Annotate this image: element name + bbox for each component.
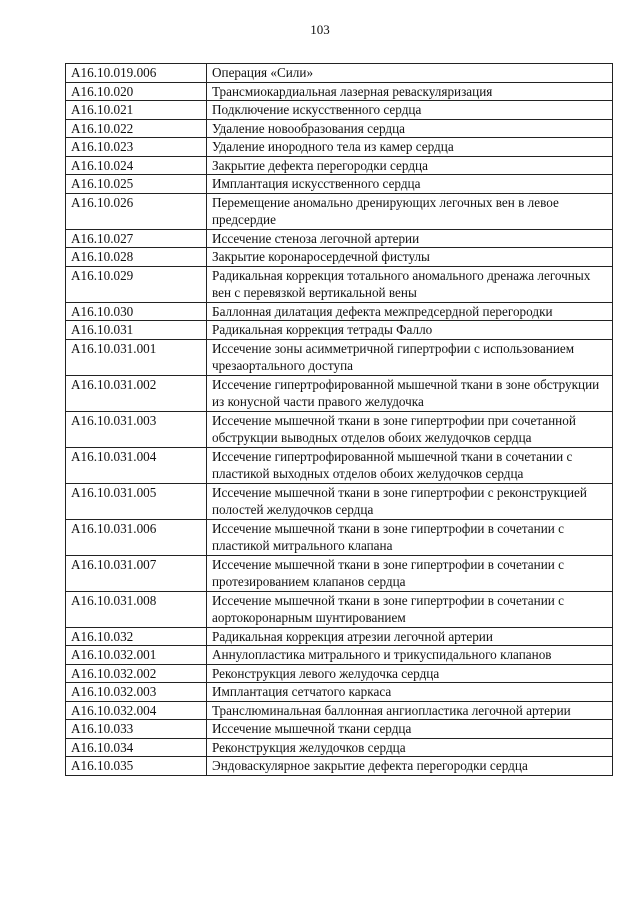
procedure-name: Трансмиокардиальная лазерная реваскуляризация [207, 82, 613, 101]
table-row [66, 591, 613, 627]
procedure-code: A16.10.032.001 [66, 646, 207, 665]
procedure-name: Иссечение стеноза легочной артерии [207, 229, 613, 248]
procedure-name: Иссечение мышечной ткани сердца [207, 720, 613, 739]
procedure-codes-table [65, 63, 613, 776]
procedure-name: Иссечение мышечной ткани в зоне гипертрофии в сочетании с протезированием клапанов сердца [207, 555, 613, 591]
procedure-code: A16.10.031 [66, 321, 207, 340]
table-row [66, 321, 613, 340]
procedure-code: A16.10.031.008 [66, 591, 207, 627]
table-row [66, 757, 613, 776]
procedure-name: Имплантация сетчатого каркаса [207, 683, 613, 702]
procedure-code: A16.10.025 [66, 175, 207, 194]
procedure-code: A16.10.031.005 [66, 483, 207, 519]
table-row [66, 720, 613, 739]
procedure-code: A16.10.030 [66, 302, 207, 321]
procedure-code: A16.10.035 [66, 757, 207, 776]
table-row [66, 119, 613, 138]
table-row [66, 156, 613, 175]
procedure-code: A16.10.031.007 [66, 555, 207, 591]
table-row [66, 375, 613, 411]
procedure-name: Радикальная коррекция атрезии легочной артерии [207, 627, 613, 646]
procedure-code: A16.10.021 [66, 101, 207, 120]
table-row [66, 339, 613, 375]
procedure-name: Аннулопластика митрального и трикуспидального клапанов [207, 646, 613, 665]
procedure-name: Закрытие дефекта перегородки сердца [207, 156, 613, 175]
procedure-code: A16.10.029 [66, 266, 207, 302]
procedure-name: Операция «Сили» [207, 64, 613, 83]
table-row [66, 519, 613, 555]
procedure-code: A16.10.031.002 [66, 375, 207, 411]
procedure-name: Иссечение гипертрофированной мышечной ткани в зоне обструкции из конусной части правого желудочка [207, 375, 613, 411]
table-row [66, 82, 613, 101]
procedure-code: A16.10.031.006 [66, 519, 207, 555]
procedure-name: Перемещение аномально дренирующих легочных вен в левое предсердие [207, 193, 613, 229]
table-row [66, 627, 613, 646]
table-row [66, 175, 613, 194]
page-number: 103 [310, 22, 330, 37]
procedure-code: A16.10.034 [66, 738, 207, 757]
procedure-name: Реконструкция левого желудочка сердца [207, 664, 613, 683]
procedure-name: Подключение искусственного сердца [207, 101, 613, 120]
table-row [66, 555, 613, 591]
table-body [66, 64, 613, 776]
procedure-code: A16.10.032 [66, 627, 207, 646]
procedure-name: Иссечение зоны асимметричной гипертрофии с использованием чрезаортального доступа [207, 339, 613, 375]
procedure-code: A16.10.019.006 [66, 64, 207, 83]
table-row [66, 193, 613, 229]
procedure-name: Иссечение мышечной ткани в зоне гипертрофии в сочетании с аортокоронарным шунтированием [207, 591, 613, 627]
procedure-name: Иссечение мышечной ткани в зоне гипертрофии при сочетанной обструкции выводных отделов обоих желудочков сердца [207, 411, 613, 447]
table-row [66, 447, 613, 483]
procedure-name: Имплантация искусственного сердца [207, 175, 613, 194]
table-row [66, 138, 613, 157]
procedure-code: A16.10.024 [66, 156, 207, 175]
procedure-code: A16.10.031.001 [66, 339, 207, 375]
table-row [66, 411, 613, 447]
procedure-name: Удаление новообразования сердца [207, 119, 613, 138]
procedure-code: A16.10.023 [66, 138, 207, 157]
procedure-name: Эндоваскулярное закрытие дефекта перегородки сердца [207, 757, 613, 776]
procedure-name: Баллонная дилатация дефекта межпредсердной перегородки [207, 302, 613, 321]
table-row [66, 683, 613, 702]
table-row [66, 302, 613, 321]
procedure-name: Реконструкция желудочков сердца [207, 738, 613, 757]
table-row [66, 266, 613, 302]
procedure-name: Закрытие коронаросердечной фистулы [207, 248, 613, 267]
table-row [66, 664, 613, 683]
table-row [66, 646, 613, 665]
procedure-name: Иссечение мышечной ткани в зоне гипертрофии в сочетании с пластикой митрального клапана [207, 519, 613, 555]
procedure-code: A16.10.020 [66, 82, 207, 101]
procedure-code: A16.10.033 [66, 720, 207, 739]
procedure-name: Иссечение мышечной ткани в зоне гипертрофии с реконструкцией полостей желудочков сердца [207, 483, 613, 519]
table-row [66, 64, 613, 83]
table-row [66, 101, 613, 120]
procedure-name: Транслюминальная баллонная ангиопластика легочной артерии [207, 701, 613, 720]
table-row [66, 701, 613, 720]
procedure-code: A16.10.032.004 [66, 701, 207, 720]
procedure-code: A16.10.031.003 [66, 411, 207, 447]
procedure-code: A16.10.031.004 [66, 447, 207, 483]
procedure-code: A16.10.026 [66, 193, 207, 229]
table-row [66, 738, 613, 757]
procedure-code: A16.10.022 [66, 119, 207, 138]
procedure-name: Радикальная коррекция тотального аномального дренажа легочных вен с перевязкой вертикальной вены [207, 266, 613, 302]
table-row [66, 229, 613, 248]
procedure-name: Иссечение гипертрофированной мышечной ткани в сочетании с пластикой выходных отделов обоих желудочков сердца [207, 447, 613, 483]
procedure-code: A16.10.028 [66, 248, 207, 267]
procedure-code: A16.10.027 [66, 229, 207, 248]
procedure-name: Удаление инородного тела из камер сердца [207, 138, 613, 157]
table-row [66, 248, 613, 267]
procedure-code: A16.10.032.003 [66, 683, 207, 702]
procedure-name: Радикальная коррекция тетрады Фалло [207, 321, 613, 340]
procedure-code: A16.10.032.002 [66, 664, 207, 683]
table-row [66, 483, 613, 519]
